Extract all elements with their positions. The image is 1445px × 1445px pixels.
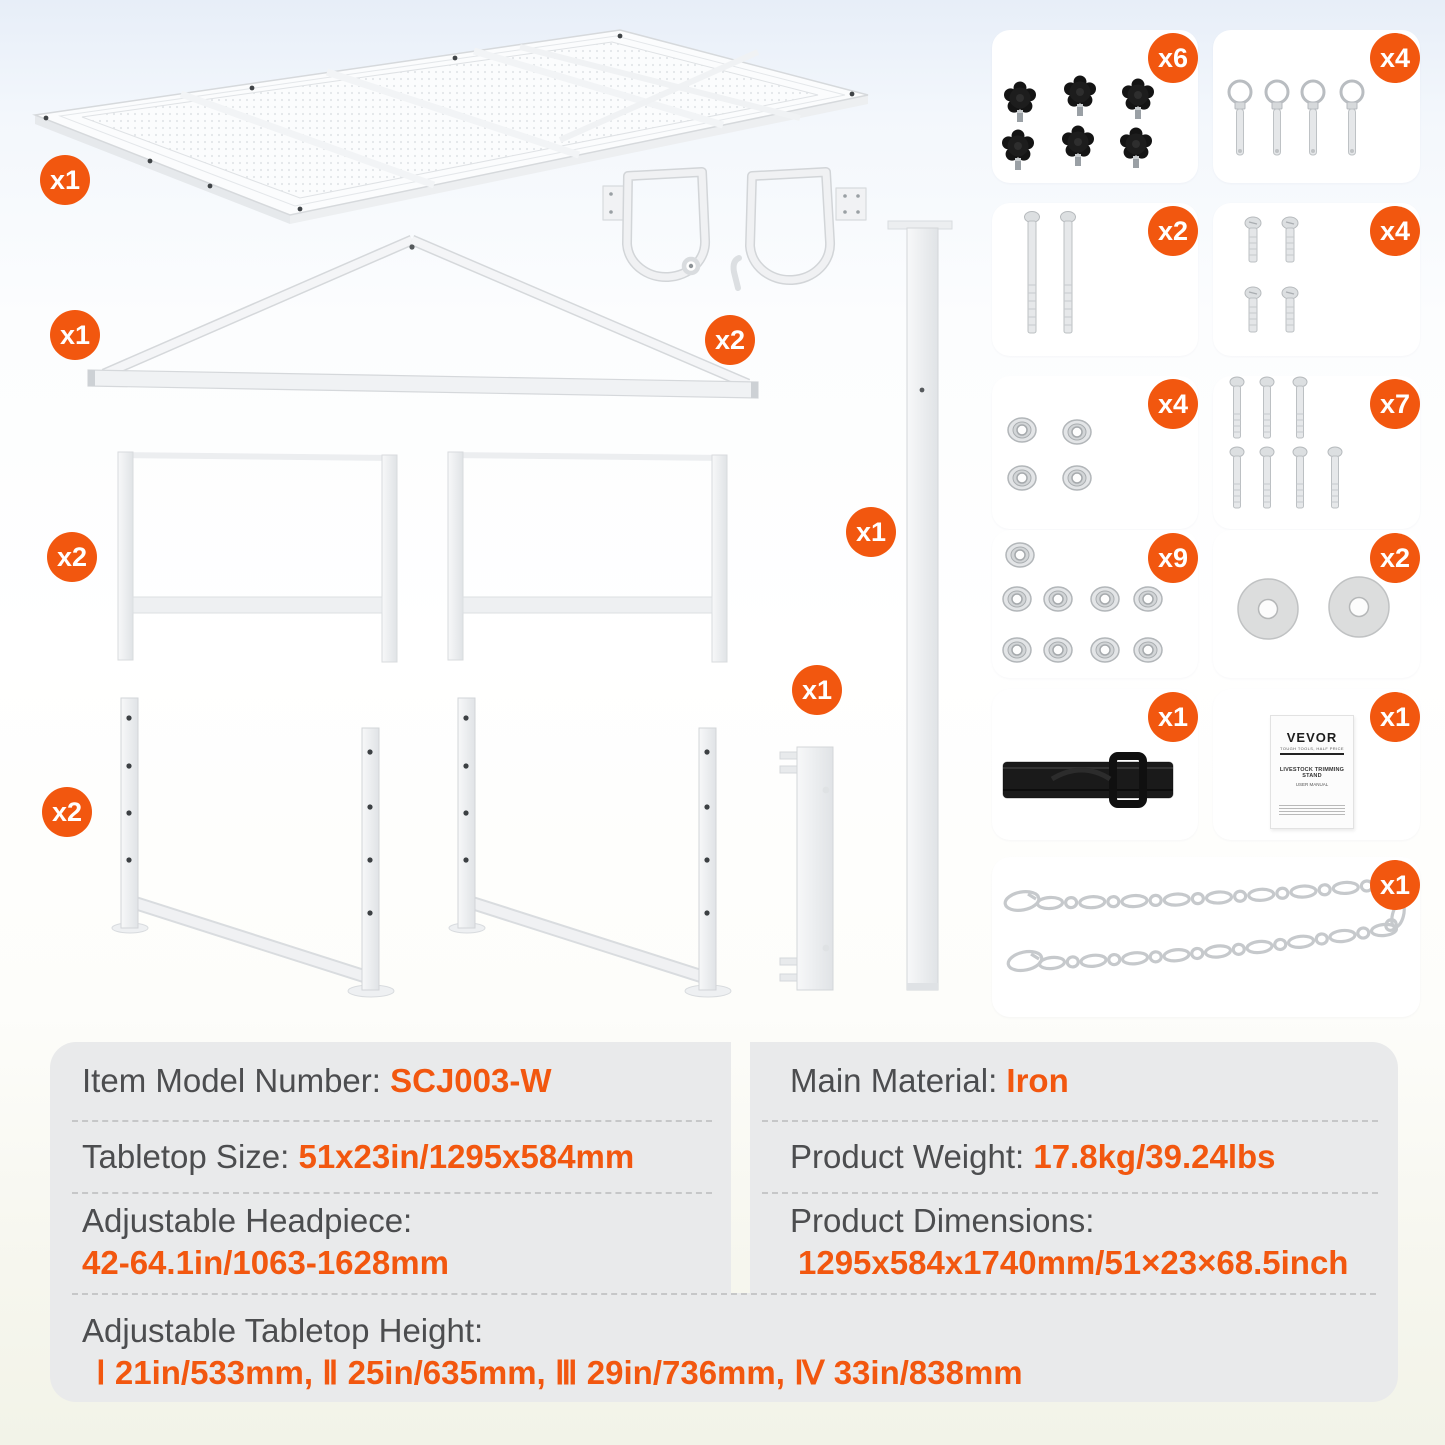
spec-label: Item Model Number: [82,1062,391,1099]
panel-short-bolts [1213,203,1420,356]
qty-badge-washers: x2 [1370,533,1420,583]
leg-frames-art [112,698,731,997]
panel-chain [992,857,1420,1017]
chain-icon [992,857,1420,1017]
qty-badge-legs: x2 [42,787,92,837]
support-pole-art [888,221,952,990]
brand-tagline: TOUGH TOOLS, HALF PRICE [1280,746,1344,755]
tabletop-art [35,30,868,224]
panel-ring-pins [1213,30,1420,183]
spec-label: Adjustable Headpiece: [82,1202,413,1239]
panel-manual [1213,689,1420,840]
qty-badge-nuts-4: x4 [1148,379,1198,429]
h-frames-art [118,452,727,662]
qty-badge-knobs: x6 [1148,33,1198,83]
qty-badge-short-bolts: x4 [1370,206,1420,256]
spec-value: 1295x584x1740mm/51×23×68.5inch [798,1244,1349,1281]
qty-badge-pole: x1 [846,507,896,557]
panel-hex-bolts [1213,376,1420,529]
qty-badge-chain: x1 [1370,860,1420,910]
spec-table [50,1042,1398,1402]
manual-text-lines [1279,805,1345,817]
row-divider [72,1120,712,1122]
qty-badge-strap: x1 [1148,692,1198,742]
spec-label: Product Dimensions: [790,1202,1095,1239]
spec-label: Product Weight: [790,1138,1034,1175]
a-frame-art [88,240,758,398]
panel-flange-nuts-small [992,376,1198,529]
qty-badge-a-frame: x1 [50,310,100,360]
spec-value: Ⅰ 21in/533mm, Ⅱ 25in/635mm, Ⅲ 29in/736mm, Ⅳ 33in/838mm [96,1354,1023,1391]
row-divider [72,1192,712,1194]
hanging-brackets-art [603,172,866,288]
panel-flange-nuts-large [992,530,1198,678]
qty-badge-long-bolts: x2 [1148,206,1198,256]
panel-strap [992,689,1198,840]
lock-rail-art [780,747,833,990]
qty-badge-pins: x4 [1370,33,1420,83]
spec-weight [790,1129,1276,1185]
spec-tabletop-size [82,1129,634,1185]
manual-subtitle: USER MANUAL [1295,782,1329,787]
spec-material [790,1053,1069,1109]
brand-logo: VEVOR [1286,730,1338,745]
spec-value: Iron [1006,1062,1069,1099]
panel-star-knobs [992,30,1198,183]
spec-value: 51x23in/1295x584mm [298,1138,635,1175]
panel-long-bolts [992,203,1198,356]
qty-badge-h-frames: x2 [47,532,97,582]
qty-badge-brackets: x2 [705,315,755,365]
spec-dimensions [790,1200,1348,1284]
qty-badge-tabletop: x1 [40,155,90,205]
row-divider [762,1120,1378,1122]
row-divider [72,1293,1376,1295]
spec-value: SCJ003-W [390,1062,552,1099]
manual-title: LIVESTOCK TRIMMING STAND [1279,767,1345,779]
user-manual [1270,715,1354,829]
panel-washers [1213,530,1420,678]
spec-label: Main Material: [790,1062,1007,1099]
spec-label: Adjustable Tabletop Height: [82,1312,484,1349]
spec-headpiece [82,1200,449,1284]
qty-badge-manual: x1 [1370,692,1420,742]
qty-badge-rail: x1 [792,665,842,715]
spec-value: 17.8kg/39.24lbs [1033,1138,1276,1175]
row-divider [762,1192,1378,1194]
spec-value: 42-64.1in/1063-1628mm [82,1244,449,1281]
qty-badge-bolts-7: x7 [1370,379,1420,429]
qty-badge-nuts-9: x9 [1148,533,1198,583]
spec-label: Tabletop Size: [82,1138,299,1175]
spec-tabletop-height [82,1310,1023,1394]
spec-item-model [82,1053,552,1109]
